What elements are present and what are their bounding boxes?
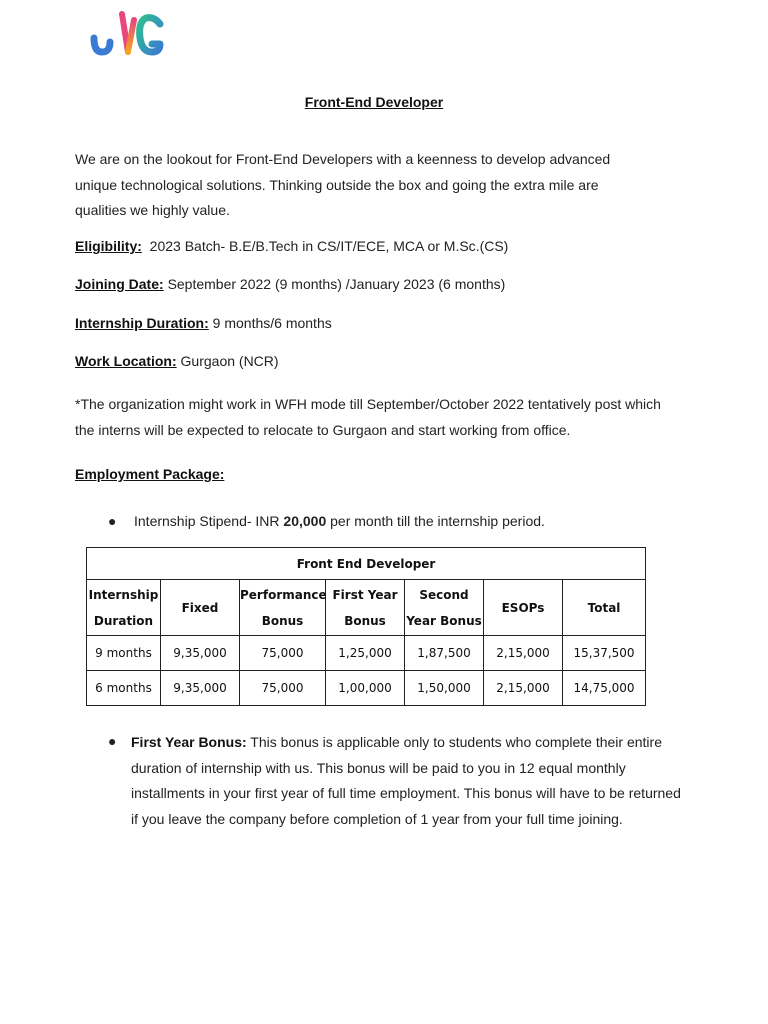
table-cell: 6 months xyxy=(87,671,161,706)
column-header: Internship Duration xyxy=(87,580,161,636)
first-year-bonus-label: First Year Bonus: xyxy=(131,734,247,750)
table-cell: 1,00,000 xyxy=(326,671,405,706)
table-cell: 9,35,000 xyxy=(161,636,240,671)
table-cell: 15,37,500 xyxy=(563,636,646,671)
column-header: Total xyxy=(563,580,646,636)
company-logo xyxy=(88,8,164,60)
table-row xyxy=(87,671,646,706)
bullet-icon: ● xyxy=(108,513,117,529)
stipend-suffix: per month till the internship period. xyxy=(326,513,545,529)
internship-duration-value: 9 months/6 months xyxy=(212,315,332,331)
column-header: First Year Bonus xyxy=(326,580,405,636)
work-location-value: Gurgaon (NCR) xyxy=(180,353,279,369)
compensation-table xyxy=(86,547,646,706)
table-row xyxy=(87,636,646,671)
eligibility-label: Eligibility: xyxy=(75,238,142,254)
wfh-note: *The organization might work in WFH mode till September/October 2022 tentatively post which the interns will be expected to relocate to Gurgaon and start working from office. xyxy=(75,396,661,438)
eligibility-field xyxy=(75,238,508,254)
stipend-prefix: Internship Stipend- INR xyxy=(134,513,284,529)
table-cell: 75,000 xyxy=(240,636,326,671)
internship-duration-field xyxy=(75,315,332,331)
table-cell: 1,50,000 xyxy=(405,671,484,706)
table-cell: 9,35,000 xyxy=(161,671,240,706)
work-location-field xyxy=(75,353,279,369)
document-title: Front-End Developer xyxy=(304,94,444,110)
employment-package-heading: Employment Package: xyxy=(75,466,225,482)
first-year-bonus-paragraph xyxy=(131,730,691,832)
table-caption: Front End Developer xyxy=(87,548,646,580)
work-location-label: Work Location: xyxy=(75,353,177,369)
table-cell: 75,000 xyxy=(240,671,326,706)
table-cell: 14,75,000 xyxy=(563,671,646,706)
joining-date-field xyxy=(75,276,505,292)
column-header: Performance Bonus xyxy=(240,580,326,636)
table-cell: 9 months xyxy=(87,636,161,671)
column-header: Fixed xyxy=(161,580,240,636)
intro-paragraph: We are on the lookout for Front-End Developers with a keenness to develop advanced unique technological solutions. Thinking outside the box and going the extra mile are qualities we highly value. xyxy=(75,151,611,218)
table-cell: 1,87,500 xyxy=(405,636,484,671)
stipend-amount: 20,000 xyxy=(283,513,327,529)
bullet-icon: ● xyxy=(108,733,117,749)
joining-date-value: September 2022 (9 months) /January 2023 (6 months) xyxy=(167,276,506,292)
internship-duration-label: Internship Duration: xyxy=(75,315,209,331)
table-cell: 2,15,000 xyxy=(484,636,563,671)
column-header: Second Year Bonus xyxy=(405,580,484,636)
table-cell: 2,15,000 xyxy=(484,671,563,706)
column-header: ESOPs xyxy=(484,580,563,636)
first-year-bonus-text: This bonus is applicable only to students who complete their entire duration of internship with us. This bonus will be paid to you in 12 equal monthly installments in your first year of full time employment. This bonus will have to be returned if you leave the company before completion of 1 year from your full time joining. xyxy=(131,734,681,827)
joining-date-label: Joining Date: xyxy=(75,276,164,292)
table-cell: 1,25,000 xyxy=(326,636,405,671)
stipend-bullet xyxy=(134,513,545,529)
eligibility-value: 2023 Batch- B.E/B.Tech in CS/IT/ECE, MCA or M.Sc.(CS) xyxy=(149,238,509,254)
